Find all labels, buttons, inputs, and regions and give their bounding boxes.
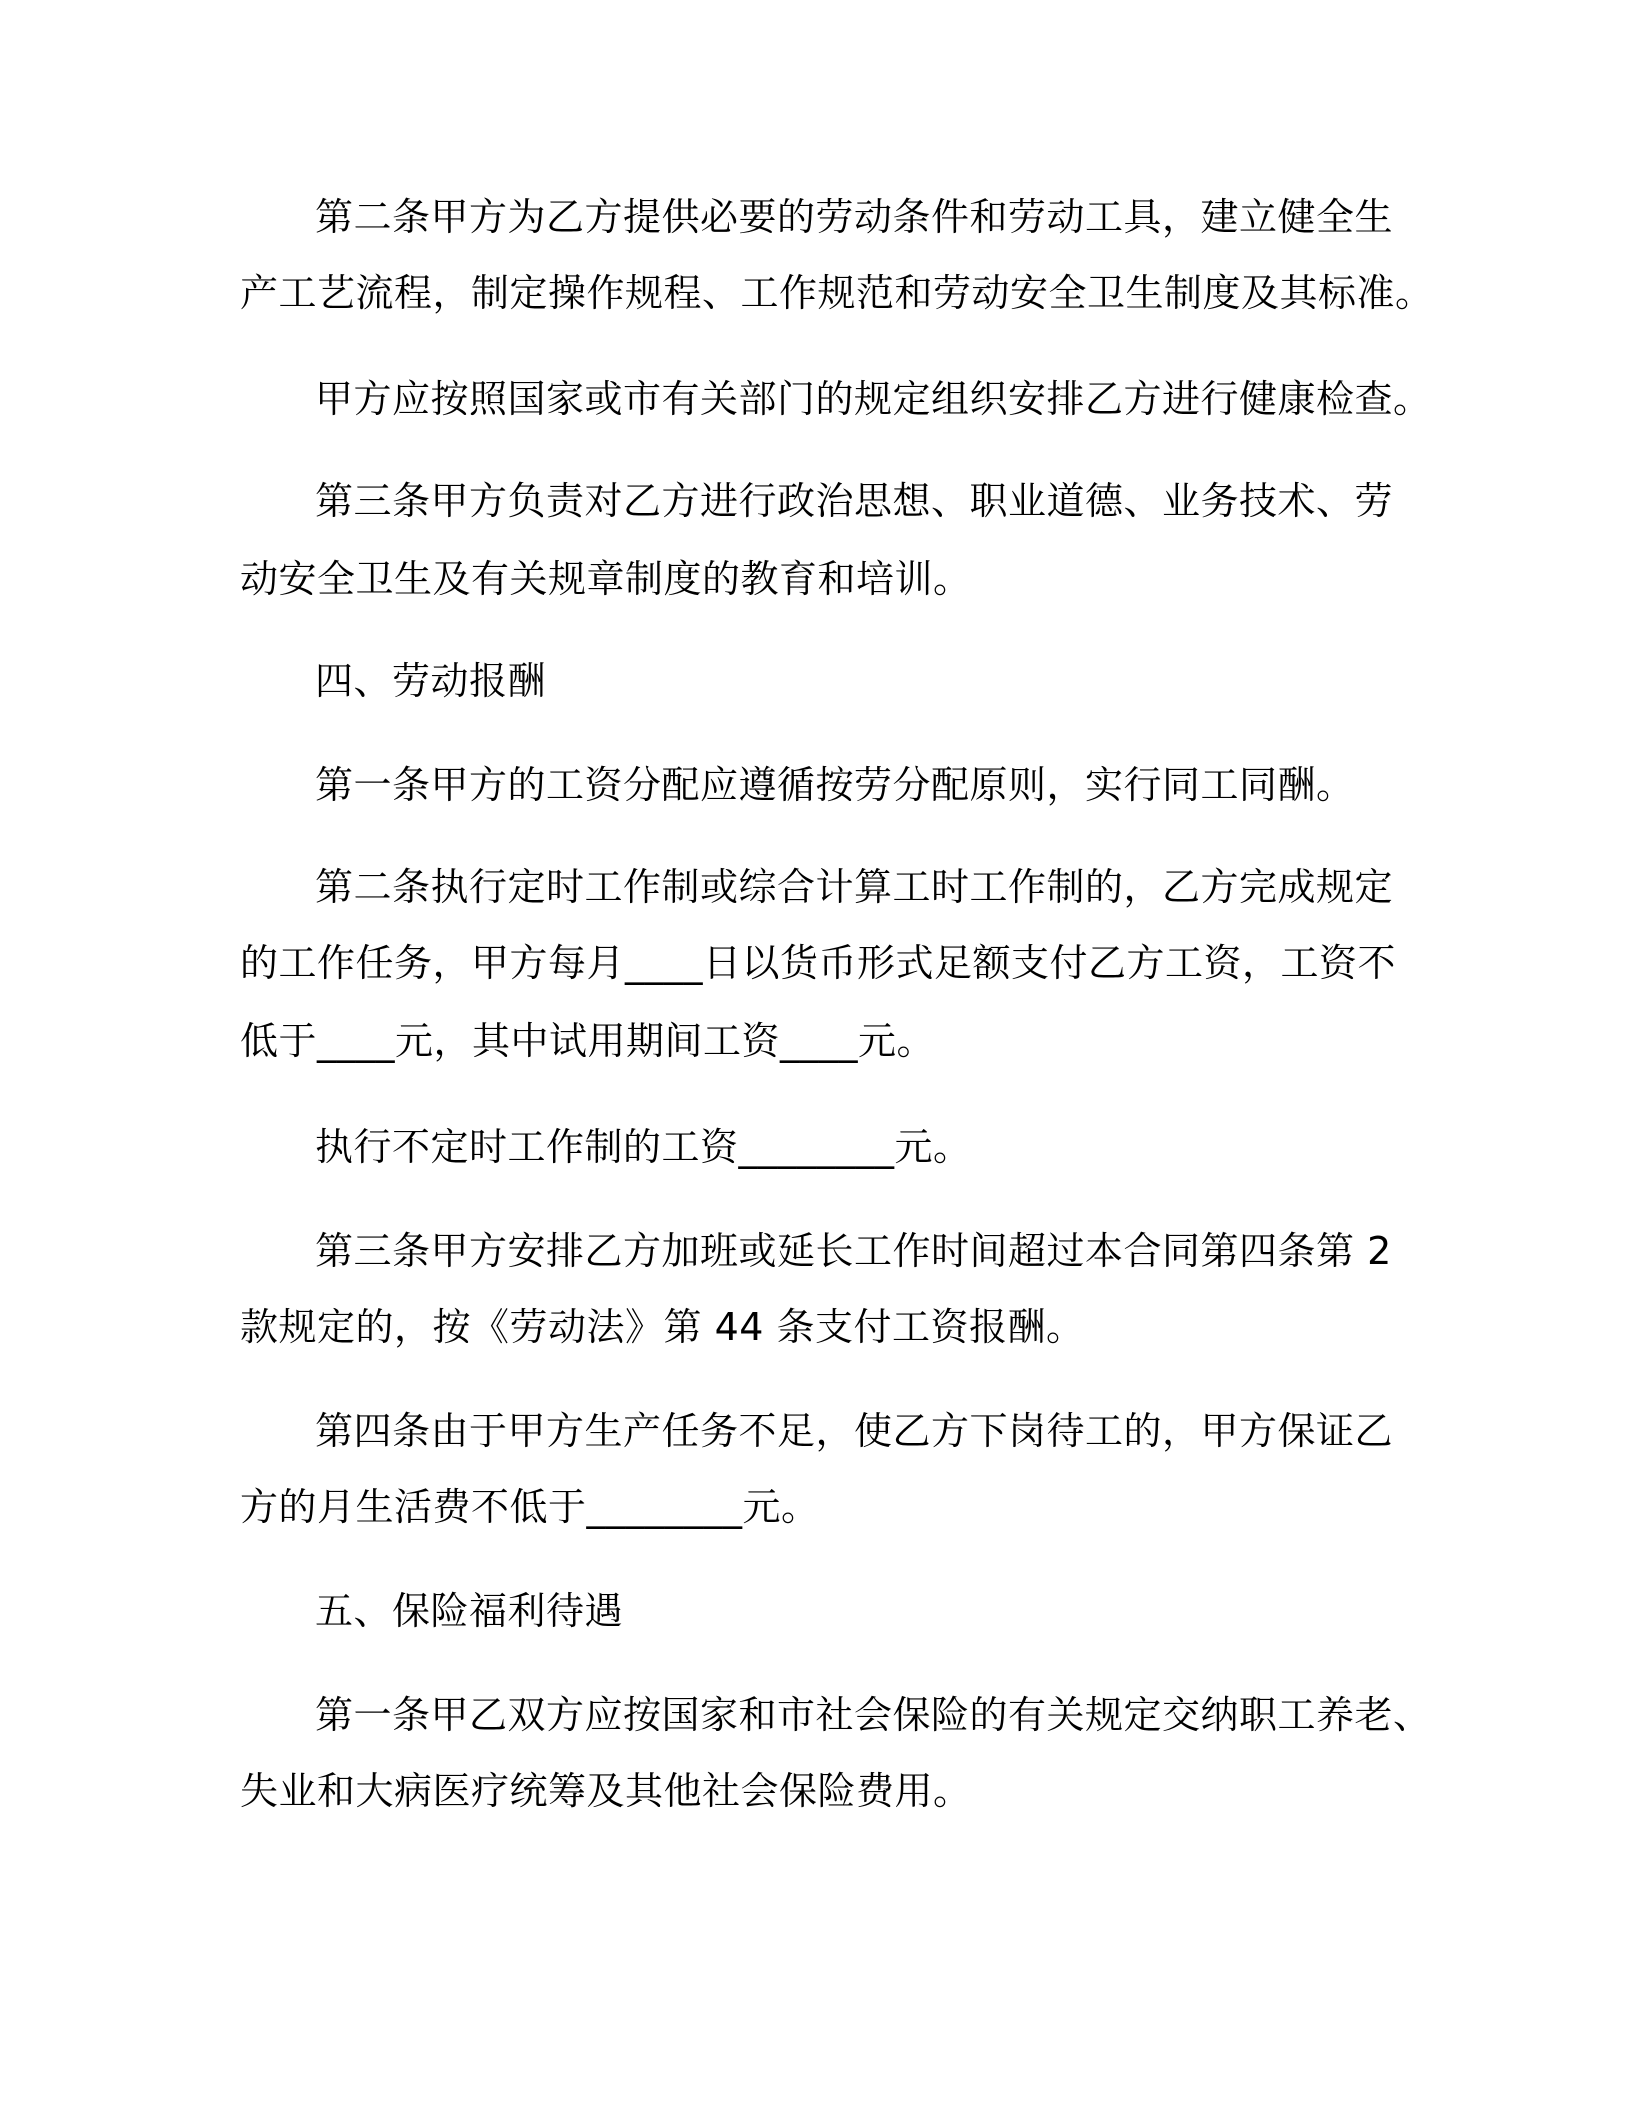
text-line-10: 低于____元，其中试用期间工资____元。: [240, 1019, 936, 1063]
text-line-13: 款规定的，按《劳动法》第 44 条支付工资报酬。: [240, 1305, 1085, 1349]
section-heading-labor-pay: 四、劳动报酬: [315, 659, 547, 703]
text-line-14: 第四条由于甲方生产任务不足，使乙方下岗待工的，甲方保证乙: [315, 1409, 1394, 1453]
text-line-17: 第一条甲乙双方应按国家和市社会保险的有关规定交纳职工养老、: [315, 1693, 1432, 1737]
text-line-7: 第一条甲方的工资分配应遵循按劳分配原则，实行同工同酬。: [315, 763, 1355, 807]
text-line-1: 第二条甲方为乙方提供必要的劳动条件和劳动工具，建立健全生: [315, 195, 1394, 239]
section-heading-insurance: 五、保险福利待遇: [315, 1589, 624, 1633]
text-line-18: 失业和大病医疗统筹及其他社会保险费用。: [240, 1769, 972, 1813]
text-line-9: 的工作任务，甲方每月____日以货币形式足额支付乙方工资，工资不: [240, 941, 1397, 985]
text-line-2: 产工艺流程，制定操作规程、工作规范和劳动安全卫生制度及其标准。: [240, 271, 1434, 315]
text-line-15: 方的月生活费不低于________元。: [240, 1485, 820, 1529]
text-line-5: 动安全卫生及有关规章制度的教育和培训。: [240, 557, 972, 601]
text-line-8: 第二条执行定时工作制或综合计算工时工作制的，乙方完成规定: [315, 865, 1394, 909]
text-line-3: 甲方应按照国家或市有关部门的规定组织安排乙方进行健康检查。: [315, 377, 1432, 421]
text-line-12: 第三条甲方安排乙方加班或延长工作时间超过本合同第四条第 2: [315, 1229, 1392, 1273]
text-line-4: 第三条甲方负责对乙方进行政治思想、职业道德、业务技术、劳: [315, 479, 1394, 523]
text-line-11: 执行不定时工作制的工资________元。: [315, 1125, 972, 1169]
